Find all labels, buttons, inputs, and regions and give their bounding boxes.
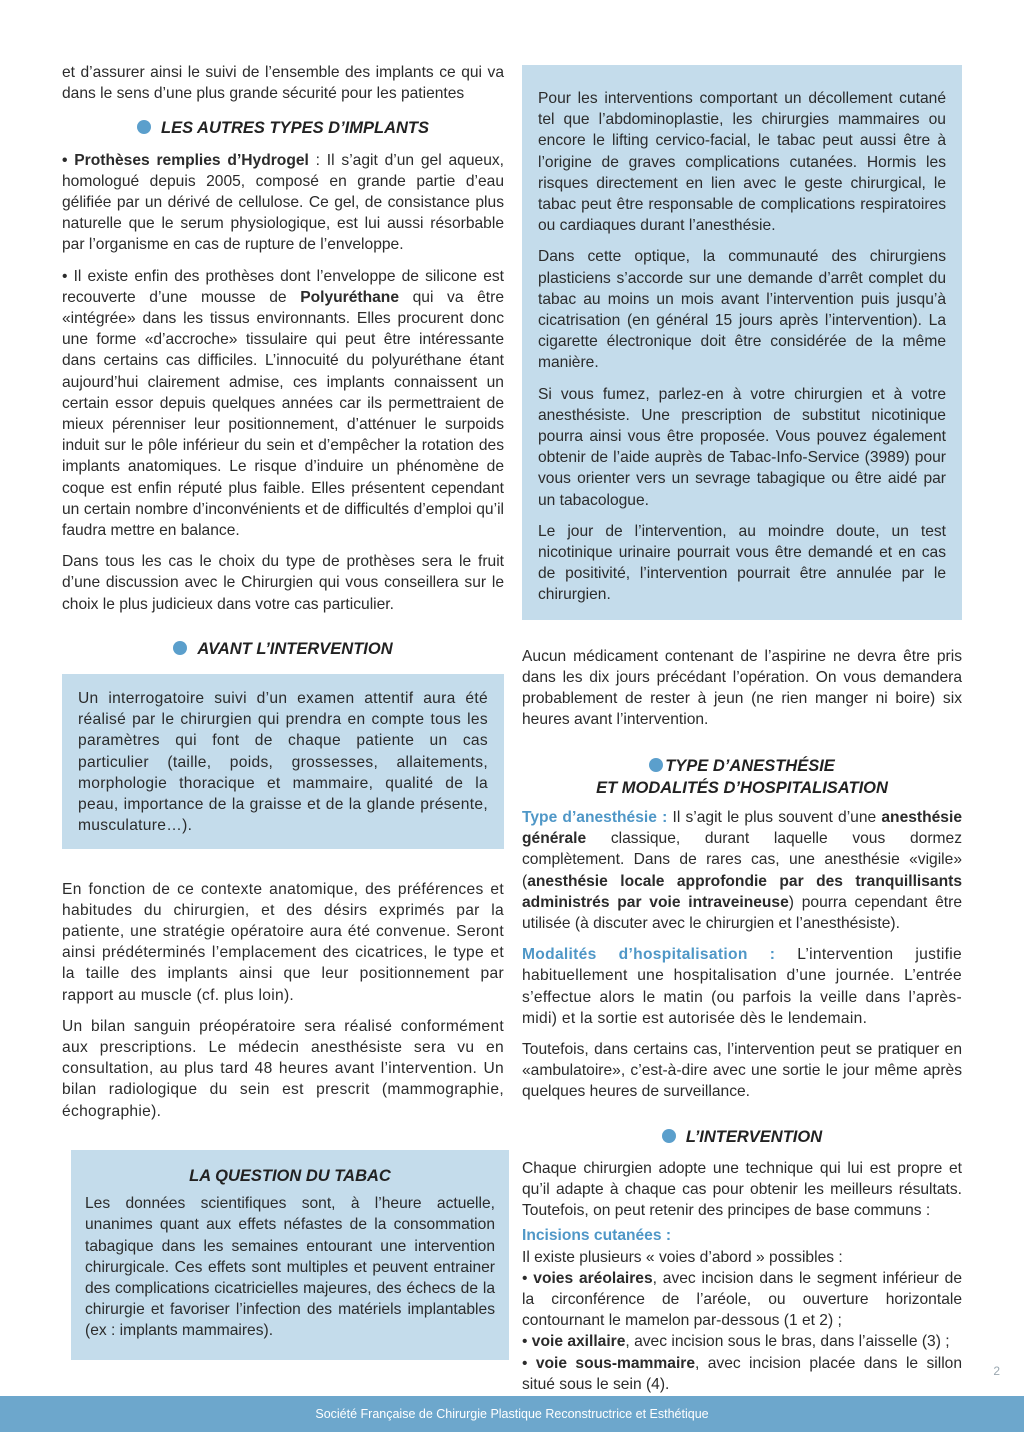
- incisions-intro: Il existe plusieurs « voies d’abord » possibles :: [522, 1248, 843, 1266]
- aspirine-paragraph: Aucun médicament contenant de l’aspirine ne devra être pris dans les dix jours précédant l’opération. On vous demandera probablement de rester à jeun (ne rien manger ni boire) six heures avant l’intervention.: [522, 647, 962, 729]
- tabac-box: [71, 1150, 509, 1360]
- bilan-paragraph: Un bilan sanguin préopératoire sera réalisé conformément aux prescriptions. Le médecin anesthésiste sera vu en consultation, au plus tard 48 heures avant l’intervention. Un bilan radiologique du sein est prescrit (mammographie, échographie).: [62, 1017, 504, 1120]
- voie-axillaire-item: • voie axillaire, avec incision sous le bras, dans l’aisselle (3) ;: [522, 1333, 950, 1351]
- tabac-box-p3: Si vous fumez, parlez-en à votre chirurgien et à votre anesthésiste. Une prescription de substitut nicotinique pourra ainsi vous être proposée. Vous pouvez également obtenir de l’aide auprès de Tabac-Info-Service (3989) pour vous orienter vers un sevrage tabagique ou être aidé par un tabacologue.: [538, 385, 946, 509]
- section-heading-intervention: L’INTERVENTION: [522, 1127, 962, 1148]
- bullet-dot-icon: [662, 1129, 676, 1143]
- page-number: 2: [993, 1364, 1000, 1378]
- polyurethane-paragraph: • Il existe enfin des prothèses dont l’enveloppe de silicone est recouverte d’une mousse de Polyuréthane qui va être «intégrée» dans les tissus environnants. Elles procurent donc une forme «d’accroche» tissulaire qui peut être intéressante dans certains cas difficiles. L’innocuité du polyuréthane étant aujourd’hui clairement admise, ces implants connaissent un certain essor depuis quelques années car ils permettraient de mieux pérenniser leur positionnement, d’atténuer le surpoids induit sur le pôle inférieur du sein et d’empêcher la rotation des implants anatomiques. Le risque d’induire un phénomène de coque est enfin réputé plus faible. Elles présentent cependant un certain nombre d’inconvénients et de difficultés d’emploi qu’il faudra mettre en balance.: [62, 267, 504, 540]
- right-column: [522, 65, 962, 1395]
- section-heading-autres: LES AUTRES TYPES D’IMPLANTS: [62, 118, 504, 139]
- footer-text: Société Française de Chirurgie Plastique Reconstructrice et Esthétique: [315, 1407, 709, 1421]
- avant-info-box: [62, 674, 504, 848]
- tabac-box-p1: Pour les interventions comportant un décollement cutané tel que l’abdominoplastie, les chirurgies mammaires ou encore le lifting cervico-facial, le tabac peut aussi être à l’origine de graves complications cutanées. Hormis les risques directement en lien avec le geste chirurgical, le tabac peut être responsable de complications respiratoires ou cardiaques durant l’anesthésie.: [538, 90, 946, 235]
- tabac-continued-box: [522, 65, 962, 620]
- tabac-text: Les données scientifiques sont, à l’heure actuelle, unanimes quant aux effets néfastes de la consommation tabagique dans les semaines entourant une intervention chirurgicale. Ces effets sont multiples et peuvent entrainer des complications cicatricielles majeures, des échecs de la chirurgie et favoriser l’infection des matériels implantables (ex : implants mammaires).: [85, 1195, 495, 1340]
- type-anesthesie-paragraph: Type d’anesthésie : Il s’agit le plus souvent d’une anesthésie générale classique, durant laquelle vous dormez complètement. Dans de rares cas, une anesthésie «vigile» (anesthésie locale approfondie par des tranquillisants administrés par voie intraveineuse) pourra cependant être utilisée (à discuter avec le chirurgien et l’anesthésiste).: [522, 808, 962, 932]
- contexte-paragraph: En fonction de ce contexte anatomique, des préférences et habitudes du chirurgien, et des désirs exprimés par la patiente, une stratégie opératoire aura été convenue. Seront ainsi prédéterminés l’emplacement des cicatrices, le type et la taille des implants ainsi que leur positionnement par rapport au muscle (cf. plus loin).: [62, 880, 504, 1004]
- tabac-box-p4: Le jour de l’intervention, au moindre doute, un test nicotinique urinaire pourrait vous être demandé et en cas de positivité, l’intervention pourrait être annulée par le chirurgien.: [538, 522, 946, 604]
- voie-sous-mammaire-item: • voie sous-mammaire, avec incision placée dans le sillon situé sous le sein (4).: [522, 1354, 962, 1393]
- chaque-paragraph: Chaque chirurgien adopte une technique qui lui est propre et qu’il adapte à chaque cas pour obtenir les meilleurs résultats. Toutefois, on peut retenir des principes de base communs :: [522, 1159, 962, 1220]
- section-heading-avant: AVANT L’INTERVENTION: [62, 639, 504, 660]
- left-column: [62, 62, 504, 1132]
- bullet-dot-icon: [649, 758, 663, 772]
- section-heading-anesthesie: TYPE D’ANESTHÉSIE ET MODALITÉS D’HOSPITALISATION: [596, 757, 888, 797]
- choix-paragraph: Dans tous les cas le choix du type de prothèses sera le fruit d’une discussion avec le Chirurgien qui vous conseillera sur le choix le plus judicieux dans votre cas particulier.: [62, 553, 504, 613]
- avant-box-text: Un interrogatoire suivi d’un examen attentif aura été réalisé par le chirurgien qui prendra en compte tous les paramètres qui font de chaque patiente un cas particulier (taille, poids, grossesses, allaitements, morphologie thoracique et mammaire, qualité de la peau, importance de la graisse et de la glande présente, musculature…).: [78, 690, 488, 835]
- bullet-dot-icon: [173, 641, 187, 655]
- tabac-box-p2: Dans cette optique, la communauté des chirurgiens plasticiens s’accorde sur une demande d’arrêt complet du tabac au moins un mois avant l’intervention puis jusqu’à cicatrisation (en général 15 jours après l’intervention). La cigarette électronique doit être considérée de la même manière.: [538, 248, 946, 372]
- intro-paragraph: et d’assurer ainsi le suivi de l’ensemble des implants ce qui va dans le sens d’une plus grande sécurité pour les patientes: [62, 64, 504, 103]
- voie-areolaire-item: • voies aréolaires, avec incision dans le segment inférieur de la circonférence de l’aréole, ou ouverture horizontale contournant le mamelon par-dessous (1 et 2) ;: [522, 1269, 962, 1330]
- incisions-section: [522, 1225, 962, 1395]
- tabac-heading: LA QUESTION DU TABAC: [189, 1167, 391, 1185]
- bullet-dot-icon: [137, 120, 151, 134]
- modalites-paragraph: Modalités d’hospitalisation : L’intervention justifie habituellement une hospitalisation d’une journée. L’entrée s’effectue alors le matin (ou parfois la veille dans l’après-midi) et la sortie est autorisée dès le lendemain.: [522, 946, 962, 1027]
- footer-bar: [0, 1396, 1024, 1432]
- hydrogel-paragraph: • Prothèses remplies d’Hydrogel : Il s’agit d’un gel aqueux, homologué depuis 2005, composé en grande partie d’eau gélifiée par un dérivé de cellulose. Ce gel, de consistance plus naturelle que le serum physiologique, est lui aussi résorbable par l’organisme en cas de rupture de l’enveloppe.: [62, 151, 504, 254]
- incisions-label: Incisions cutanées :: [522, 1227, 672, 1245]
- toutefois-paragraph: Toutefois, dans certains cas, l’intervention peut se pratiquer en «ambulatoire», c’est-à-dire avec une sortie le jour même après quelques heures de surveillance.: [522, 1040, 962, 1101]
